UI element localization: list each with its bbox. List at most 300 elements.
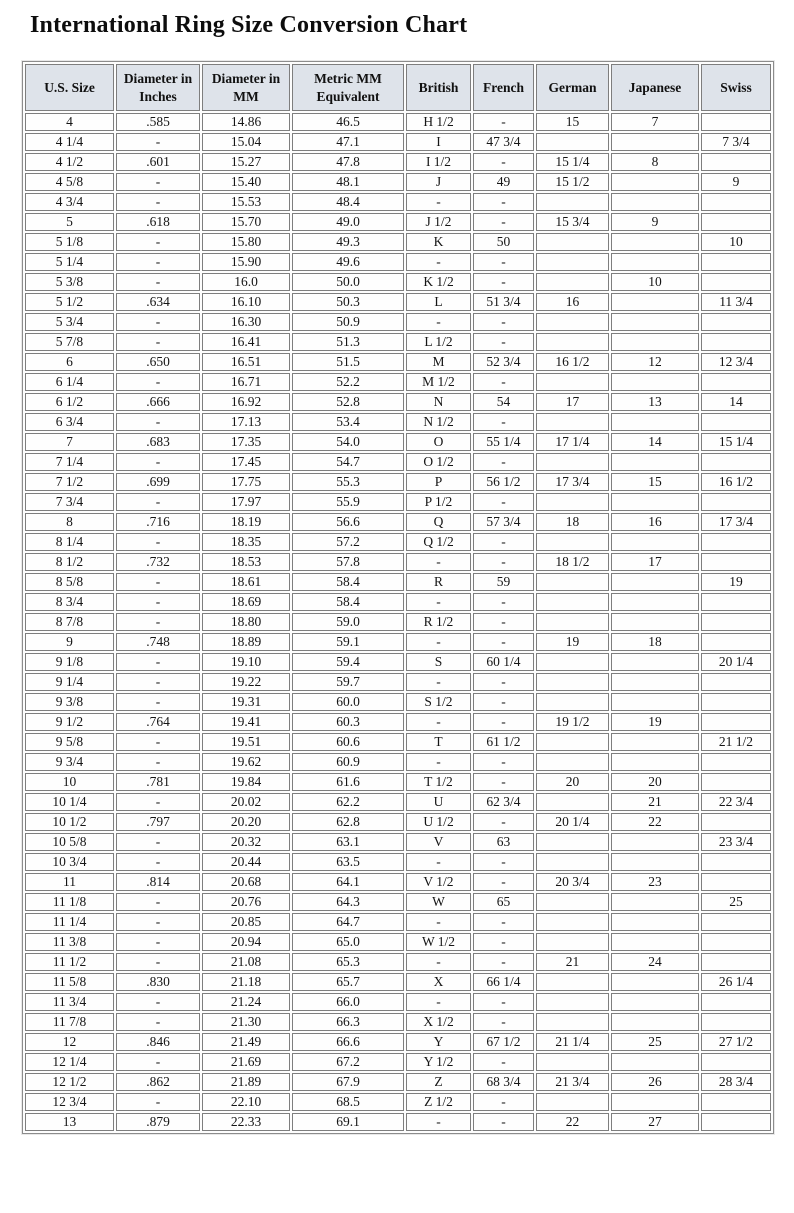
- cell: .716: [116, 513, 200, 531]
- cell: 21.89: [202, 1073, 290, 1091]
- header-row: [25, 64, 771, 111]
- cell: -: [116, 413, 200, 431]
- cell: -: [473, 713, 534, 731]
- cell: .650: [116, 353, 200, 371]
- table-row: [25, 513, 771, 531]
- cell: 62.2: [292, 793, 404, 811]
- cell: 19.51: [202, 733, 290, 751]
- cell: 47.1: [292, 133, 404, 151]
- cell: 20.44: [202, 853, 290, 871]
- table-header: [25, 64, 771, 111]
- cell: 16.0: [202, 273, 290, 291]
- cell: 55.3: [292, 473, 404, 491]
- cell: 16: [611, 513, 699, 531]
- cell: [536, 613, 609, 631]
- cell: .585: [116, 113, 200, 131]
- cell: Z: [406, 1073, 471, 1091]
- cell: [701, 713, 771, 731]
- cell: .764: [116, 713, 200, 731]
- cell: [536, 313, 609, 331]
- cell: -: [406, 713, 471, 731]
- cell: 23: [611, 873, 699, 891]
- cell: 12 3/4: [701, 353, 771, 371]
- cell: 18 1/2: [536, 553, 609, 571]
- cell: N 1/2: [406, 413, 471, 431]
- cell: 17.45: [202, 453, 290, 471]
- cell: [536, 493, 609, 511]
- cell: Y: [406, 1033, 471, 1051]
- cell: [701, 1093, 771, 1111]
- table-row: [25, 973, 771, 991]
- cell: X: [406, 973, 471, 991]
- cell: 12: [25, 1033, 114, 1051]
- cell: 50.3: [292, 293, 404, 311]
- cell: [536, 273, 609, 291]
- cell: 4 1/2: [25, 153, 114, 171]
- cell: 10: [701, 233, 771, 251]
- cell: -: [406, 633, 471, 651]
- table-row: [25, 713, 771, 731]
- cell: .797: [116, 813, 200, 831]
- cell: [536, 693, 609, 711]
- cell: 54.7: [292, 453, 404, 471]
- cell: 20: [536, 773, 609, 791]
- cell: W 1/2: [406, 933, 471, 951]
- cell: 67.9: [292, 1073, 404, 1091]
- cell: 55 1/4: [473, 433, 534, 451]
- cell: .748: [116, 633, 200, 651]
- cell: 65.3: [292, 953, 404, 971]
- cell: -: [116, 193, 200, 211]
- cell: [701, 913, 771, 931]
- cell: -: [473, 373, 534, 391]
- table-row: [25, 393, 771, 411]
- cell: -: [473, 553, 534, 571]
- cell: 21 1/2: [701, 733, 771, 751]
- table-row: [25, 313, 771, 331]
- cell: 26: [611, 1073, 699, 1091]
- cell: 19.84: [202, 773, 290, 791]
- cell: [611, 753, 699, 771]
- table-row: [25, 753, 771, 771]
- cell: [611, 673, 699, 691]
- cell: [611, 533, 699, 551]
- cell: 12 3/4: [25, 1093, 114, 1111]
- cell: 25: [611, 1033, 699, 1051]
- cell: 7: [25, 433, 114, 451]
- column-header: Diameter in MM: [202, 64, 290, 111]
- cell: 8 7/8: [25, 613, 114, 631]
- cell: 50.0: [292, 273, 404, 291]
- cell: [611, 333, 699, 351]
- cell: W: [406, 893, 471, 911]
- cell: -: [473, 413, 534, 431]
- cell: 59.0: [292, 613, 404, 631]
- cell: 20.76: [202, 893, 290, 911]
- cell: 59: [473, 573, 534, 591]
- cell: 66.3: [292, 1013, 404, 1031]
- cell: 11 3/4: [701, 293, 771, 311]
- cell: [611, 253, 699, 271]
- cell: 8 1/4: [25, 533, 114, 551]
- cell: 17.13: [202, 413, 290, 431]
- cell: -: [116, 853, 200, 871]
- cell: 21.30: [202, 1013, 290, 1031]
- column-header: British: [406, 64, 471, 111]
- cell: 63.5: [292, 853, 404, 871]
- cell: -: [473, 773, 534, 791]
- cell: 69.1: [292, 1113, 404, 1131]
- cell: 18.53: [202, 553, 290, 571]
- cell: 20.68: [202, 873, 290, 891]
- cell: H 1/2: [406, 113, 471, 131]
- table-row: [25, 653, 771, 671]
- cell: -: [116, 653, 200, 671]
- cell: 10 1/2: [25, 813, 114, 831]
- cell: 22.33: [202, 1113, 290, 1131]
- cell: 6 1/2: [25, 393, 114, 411]
- cell: 15.27: [202, 153, 290, 171]
- table-row: [25, 613, 771, 631]
- table-row: [25, 773, 771, 791]
- cell: 19: [611, 713, 699, 731]
- cell: 4 1/4: [25, 133, 114, 151]
- cell: 11 1/4: [25, 913, 114, 931]
- table-row: [25, 273, 771, 291]
- cell: [611, 913, 699, 931]
- cell: 12 1/2: [25, 1073, 114, 1091]
- table-row: [25, 893, 771, 911]
- cell: [701, 193, 771, 211]
- table-row: [25, 733, 771, 751]
- cell: 9 3/8: [25, 693, 114, 711]
- cell: [611, 173, 699, 191]
- cell: -: [116, 233, 200, 251]
- cell: -: [473, 193, 534, 211]
- cell: 21.69: [202, 1053, 290, 1071]
- cell: [611, 193, 699, 211]
- cell: 66.6: [292, 1033, 404, 1051]
- cell: 6 1/4: [25, 373, 114, 391]
- cell: -: [116, 833, 200, 851]
- cell: 19.41: [202, 713, 290, 731]
- cell: 18.80: [202, 613, 290, 631]
- cell: [701, 553, 771, 571]
- cell: -: [473, 273, 534, 291]
- cell: 54.0: [292, 433, 404, 451]
- cell: 8 5/8: [25, 573, 114, 591]
- cell: -: [406, 313, 471, 331]
- cell: 23 3/4: [701, 833, 771, 851]
- column-header: Japanese: [611, 64, 699, 111]
- cell: Q: [406, 513, 471, 531]
- cell: U: [406, 793, 471, 811]
- cell: M 1/2: [406, 373, 471, 391]
- cell: 8 3/4: [25, 593, 114, 611]
- cell: 65.0: [292, 933, 404, 951]
- cell: 20.32: [202, 833, 290, 851]
- cell: [536, 533, 609, 551]
- cell: -: [116, 913, 200, 931]
- cell: -: [406, 673, 471, 691]
- cell: .862: [116, 1073, 200, 1091]
- cell: -: [116, 253, 200, 271]
- cell: 19.22: [202, 673, 290, 691]
- cell: 60.0: [292, 693, 404, 711]
- cell: -: [116, 933, 200, 951]
- cell: 62 3/4: [473, 793, 534, 811]
- cell: 10: [25, 773, 114, 791]
- cell: -: [473, 613, 534, 631]
- cell: -: [473, 333, 534, 351]
- cell: 47.8: [292, 153, 404, 171]
- table-row: [25, 253, 771, 271]
- cell: 18.19: [202, 513, 290, 531]
- cell: 11 1/2: [25, 953, 114, 971]
- cell: 61 1/2: [473, 733, 534, 751]
- table-row: [25, 913, 771, 931]
- cell: K 1/2: [406, 273, 471, 291]
- cell: 51 3/4: [473, 293, 534, 311]
- cell: -: [116, 273, 200, 291]
- cell: -: [473, 493, 534, 511]
- cell: 5 7/8: [25, 333, 114, 351]
- cell: 17: [611, 553, 699, 571]
- cell: 9 1/4: [25, 673, 114, 691]
- cell: 18.89: [202, 633, 290, 651]
- cell: X 1/2: [406, 1013, 471, 1031]
- cell: 28 3/4: [701, 1073, 771, 1091]
- cell: 5 3/4: [25, 313, 114, 331]
- cell: 67 1/2: [473, 1033, 534, 1051]
- cell: 20.94: [202, 933, 290, 951]
- cell: .699: [116, 473, 200, 491]
- cell: -: [116, 333, 200, 351]
- cell: 47 3/4: [473, 133, 534, 151]
- cell: [611, 413, 699, 431]
- cell: 67.2: [292, 1053, 404, 1071]
- cell: 12: [611, 353, 699, 371]
- cell: [536, 653, 609, 671]
- cell: [701, 533, 771, 551]
- cell: 15 3/4: [536, 213, 609, 231]
- cell: 21.49: [202, 1033, 290, 1051]
- cell: 20.20: [202, 813, 290, 831]
- cell: 55.9: [292, 493, 404, 511]
- cell: 64.3: [292, 893, 404, 911]
- cell: .634: [116, 293, 200, 311]
- cell: 52.8: [292, 393, 404, 411]
- cell: [611, 1093, 699, 1111]
- ring-size-conversion-table: [22, 61, 774, 1134]
- cell: [611, 893, 699, 911]
- cell: 8 1/2: [25, 553, 114, 571]
- cell: -: [406, 853, 471, 871]
- cell: L: [406, 293, 471, 311]
- cell: 19.10: [202, 653, 290, 671]
- cell: O: [406, 433, 471, 451]
- cell: [611, 493, 699, 511]
- cell: T 1/2: [406, 773, 471, 791]
- cell: [701, 1053, 771, 1071]
- cell: 59.4: [292, 653, 404, 671]
- table-row: [25, 433, 771, 451]
- cell: [701, 113, 771, 131]
- cell: 15.40: [202, 173, 290, 191]
- cell: 20 3/4: [536, 873, 609, 891]
- cell: 17 3/4: [701, 513, 771, 531]
- cell: 17.97: [202, 493, 290, 511]
- cell: 16 1/2: [701, 473, 771, 491]
- cell: -: [406, 553, 471, 571]
- cell: -: [116, 793, 200, 811]
- cell: 27: [611, 1113, 699, 1131]
- cell: 17 3/4: [536, 473, 609, 491]
- cell: [701, 373, 771, 391]
- cell: 15.04: [202, 133, 290, 151]
- cell: [536, 833, 609, 851]
- cell: -: [473, 593, 534, 611]
- cell: R 1/2: [406, 613, 471, 631]
- cell: 49.6: [292, 253, 404, 271]
- cell: .846: [116, 1033, 200, 1051]
- cell: -: [116, 1093, 200, 1111]
- table-row: [25, 1073, 771, 1091]
- cell: [611, 233, 699, 251]
- cell: 16.30: [202, 313, 290, 331]
- cell: 15 1/2: [536, 173, 609, 191]
- cell: 24: [611, 953, 699, 971]
- cell: O 1/2: [406, 453, 471, 471]
- cell: 15.80: [202, 233, 290, 251]
- cell: 16.10: [202, 293, 290, 311]
- cell: 22: [536, 1113, 609, 1131]
- cell: -: [116, 733, 200, 751]
- cell: 64.1: [292, 873, 404, 891]
- cell: -: [116, 133, 200, 151]
- cell: -: [473, 813, 534, 831]
- cell: S: [406, 653, 471, 671]
- cell: 51.3: [292, 333, 404, 351]
- cell: 10 3/4: [25, 853, 114, 871]
- cell: 8: [25, 513, 114, 531]
- cell: 11 3/8: [25, 933, 114, 951]
- cell: [536, 1013, 609, 1031]
- cell: [701, 313, 771, 331]
- cell: -: [473, 993, 534, 1011]
- column-header: Diameter in Inches: [116, 64, 200, 111]
- cell: -: [116, 533, 200, 551]
- cell: -: [473, 453, 534, 471]
- cell: [611, 613, 699, 631]
- cell: 52 3/4: [473, 353, 534, 371]
- cell: 12 1/4: [25, 1053, 114, 1071]
- column-header: Metric MM Equivalent: [292, 64, 404, 111]
- cell: 25: [701, 893, 771, 911]
- cell: 11 7/8: [25, 1013, 114, 1031]
- cell: 64.7: [292, 913, 404, 931]
- cell: [611, 733, 699, 751]
- cell: -: [406, 993, 471, 1011]
- cell: [701, 873, 771, 891]
- cell: -: [116, 693, 200, 711]
- cell: 11 5/8: [25, 973, 114, 991]
- cell: [536, 1093, 609, 1111]
- cell: K: [406, 233, 471, 251]
- cell: -: [473, 633, 534, 651]
- cell: -: [473, 1093, 534, 1111]
- table-row: [25, 293, 771, 311]
- cell: R: [406, 573, 471, 591]
- cell: .814: [116, 873, 200, 891]
- cell: [611, 573, 699, 591]
- cell: 14.86: [202, 113, 290, 131]
- cell: 21.18: [202, 973, 290, 991]
- cell: -: [406, 193, 471, 211]
- cell: 5: [25, 213, 114, 231]
- cell: [701, 853, 771, 871]
- cell: 21 1/4: [536, 1033, 609, 1051]
- cell: -: [473, 253, 534, 271]
- cell: [536, 973, 609, 991]
- table-row: [25, 693, 771, 711]
- cell: -: [116, 373, 200, 391]
- cell: .732: [116, 553, 200, 571]
- cell: 9: [25, 633, 114, 651]
- cell: 11: [25, 873, 114, 891]
- table-row: [25, 233, 771, 251]
- table-row: [25, 1053, 771, 1071]
- table-row: [25, 473, 771, 491]
- table-row: [25, 1033, 771, 1051]
- cell: [701, 613, 771, 631]
- cell: .618: [116, 213, 200, 231]
- cell: -: [473, 533, 534, 551]
- cell: 62.8: [292, 813, 404, 831]
- cell: 9 3/4: [25, 753, 114, 771]
- cell: -: [116, 173, 200, 191]
- table-row: [25, 873, 771, 891]
- cell: 22.10: [202, 1093, 290, 1111]
- cell: [536, 193, 609, 211]
- cell: [536, 673, 609, 691]
- cell: [536, 413, 609, 431]
- cell: 49.0: [292, 213, 404, 231]
- cell: 48.1: [292, 173, 404, 191]
- cell: 60.9: [292, 753, 404, 771]
- cell: 57.8: [292, 553, 404, 571]
- cell: P 1/2: [406, 493, 471, 511]
- cell: [701, 693, 771, 711]
- cell: Z 1/2: [406, 1093, 471, 1111]
- cell: 49.3: [292, 233, 404, 251]
- cell: 18: [536, 513, 609, 531]
- cell: J: [406, 173, 471, 191]
- cell: [536, 333, 609, 351]
- cell: J 1/2: [406, 213, 471, 231]
- cell: 68 3/4: [473, 1073, 534, 1091]
- cell: 5 1/8: [25, 233, 114, 251]
- cell: 9: [611, 213, 699, 231]
- cell: [536, 733, 609, 751]
- cell: [536, 853, 609, 871]
- cell: [611, 313, 699, 331]
- cell: [611, 653, 699, 671]
- cell: M: [406, 353, 471, 371]
- cell: 21.08: [202, 953, 290, 971]
- cell: 20.85: [202, 913, 290, 931]
- cell: -: [116, 313, 200, 331]
